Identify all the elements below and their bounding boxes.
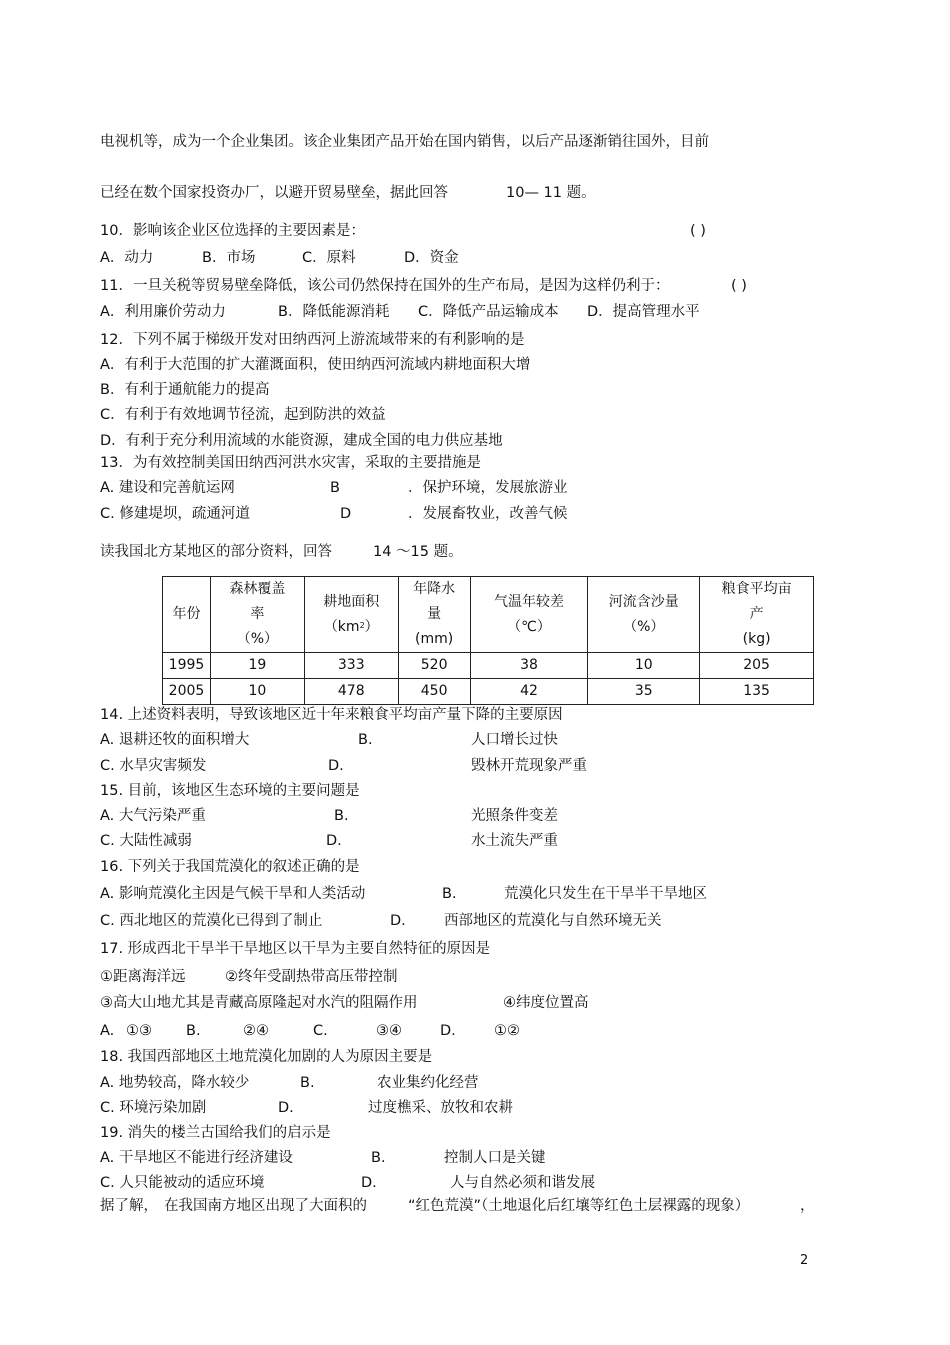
option-c: C. 环境污染加剧 — [100, 1100, 207, 1116]
intro-line-1: 电视机等，成为一个企业集团。该企业集团产品开始在国内销售，以后产品逐渐销往国外，目前 — [100, 134, 709, 150]
table-cell: 2005 — [163, 679, 211, 705]
option-b-letter: B. — [358, 732, 373, 748]
option-c: C. 西北地区的荒漠化已得到了制止 — [100, 913, 323, 929]
question-12-option-b: B．有利于通航能力的提高 — [100, 382, 270, 398]
option-a: A. 影响荒漠化主因是气候干旱和人类活动 — [100, 886, 366, 902]
table-cell: 205 — [700, 653, 814, 679]
option-c: C. 修建堤坝，疏通河道 — [100, 506, 250, 522]
closing-part-2: 在我国南方地区出现了大面积的 — [164, 1198, 367, 1214]
table-cell: 19 — [210, 653, 304, 679]
option-d-text: 水土流失严重 — [471, 833, 558, 849]
option-b-text: 光照条件变差 — [471, 808, 558, 824]
option-d-letter: D — [340, 506, 352, 522]
item-2: ②终年受副热带高压带控制 — [225, 969, 398, 985]
item-4: ④纬度位置高 — [503, 995, 589, 1011]
option-b-letter: B. — [442, 886, 457, 902]
question-11-stem: 11．一旦关税等贸易壁垒降低，该公司仍然保持在国外的生产布局，是因为这样仍利于： — [100, 278, 670, 294]
table-row — [163, 679, 814, 705]
option-d-text: 人与自然必须和谐发展 — [450, 1175, 595, 1191]
option-b-text: 控制人口是关键 — [444, 1150, 546, 1166]
option-a: A. 干旱地区不能进行经济建设 — [100, 1150, 293, 1166]
intro-line-2-range: 10— 11 题。 — [506, 185, 596, 201]
option-b: B．降低能源消耗 — [278, 304, 390, 320]
table-cell: 10 — [588, 653, 700, 679]
closing-part-3: “红色荒漠”（土地退化后红壤等红色土层裸露的现象） — [408, 1198, 750, 1214]
table-cell: 520 — [398, 653, 470, 679]
data-table — [162, 576, 814, 705]
table-cell: 135 — [700, 679, 814, 705]
option-c-letter: C. — [313, 1023, 328, 1039]
option-d-letter: D. — [440, 1023, 456, 1039]
option-d-letter: D. — [361, 1175, 377, 1191]
closing-part-4: ， — [800, 1198, 815, 1214]
option-d-text: 过度樵采、放牧和农耕 — [368, 1100, 513, 1116]
option-d-letter: D. — [390, 913, 406, 929]
option-b-text: 人口增长过快 — [471, 732, 558, 748]
table-header-row — [163, 577, 814, 653]
option-b-text: ②④ — [243, 1023, 269, 1039]
option-c-text: ③④ — [376, 1023, 402, 1039]
header-farmland-area: 耕地面积 $(km^2)$ — [304, 577, 398, 653]
option-a-text: ①③ — [126, 1023, 152, 1039]
option-a: A. 地势较高，降水较少 — [100, 1075, 250, 1091]
option-a: A. 退耕还牧的面积增大 — [100, 732, 250, 748]
header-annual-precipitation: 年降水 量 (mm) — [398, 577, 470, 653]
option-d: D．资金 — [404, 250, 459, 266]
question-12-option-d: D．有利于充分利用流域的水能资源，建成全国的电力供应基地 — [100, 433, 503, 449]
option-d-text: ．发展畜牧业，改善气候 — [408, 506, 568, 522]
question-15-stem: 15. 目前，该地区生态环境的主要问题是 — [100, 783, 360, 799]
reading-instruction-range: 14 ～15 题。 — [373, 544, 463, 560]
item-1: ①距离海洋远 — [100, 969, 186, 985]
table-cell: 333 — [304, 653, 398, 679]
closing-part-1: 据了解， — [100, 1198, 158, 1214]
option-d-letter: D. — [278, 1100, 294, 1116]
option-b-text: 荒漠化只发生在干旱半干旱地区 — [504, 886, 707, 902]
table-cell: 478 — [304, 679, 398, 705]
question-17-stem: 17. 形成西北干旱半干旱地区以干旱为主要自然特征的原因是 — [100, 941, 491, 957]
table-cell: 450 — [398, 679, 470, 705]
question-11-answer-bracket: ( ) — [731, 278, 747, 294]
option-b-text: ．保护环境，发展旅游业 — [408, 480, 568, 496]
option-a: A．利用廉价劳动力 — [100, 304, 226, 320]
option-b-letter: B — [330, 480, 340, 496]
question-12-option-c: C．有利于有效地调节径流，起到防洪的效益 — [100, 407, 386, 423]
table-cell: 1995 — [163, 653, 211, 679]
option-b-letter: B. — [371, 1150, 386, 1166]
option-d-text: 西部地区的荒漠化与自然环境无关 — [444, 913, 662, 929]
option-d-text: ①② — [494, 1023, 520, 1039]
option-c: C．降低产品运输成本 — [418, 304, 559, 320]
table-cell: 35 — [588, 679, 700, 705]
option-c: C．原料 — [302, 250, 356, 266]
option-d-text: 毁林开荒现象严重 — [471, 758, 587, 774]
option-a: A. 大气污染严重 — [100, 808, 206, 824]
question-18-stem: 18. 我国西部地区土地荒漠化加剧的人为原因主要是 — [100, 1049, 433, 1065]
question-14-stem: 14. 上述资料表明，导致该地区近十年来粮食平均亩产量下降的主要原因 — [100, 707, 563, 723]
option-d: D．提高管理水平 — [587, 304, 700, 320]
reading-instruction-text: 读我国北方某地区的部分资料，回答 — [100, 544, 332, 560]
option-c: C. 大陆性减弱 — [100, 833, 192, 849]
table-cell: 10 — [210, 679, 304, 705]
option-a: A．动力 — [100, 250, 154, 266]
question-13-stem: 13．为有效控制美国田纳西河洪水灾害，采取的主要措施是 — [100, 455, 481, 471]
option-b-letter: B. — [186, 1023, 201, 1039]
option-b: B．市场 — [202, 250, 256, 266]
question-10-answer-bracket: ( ) — [690, 223, 706, 239]
header-grain-yield: 粮食平均亩 产 (kg) — [700, 577, 814, 653]
header-forest-coverage: 森林覆盖 率 （%） — [210, 577, 304, 653]
option-c: C. 水旱灾害频发 — [100, 758, 207, 774]
table-row — [163, 653, 814, 679]
option-b-letter: B. — [300, 1075, 315, 1091]
question-12-option-a: A．有利于大范围的扩大灌溉面积，使田纳西河流域内耕地面积大增 — [100, 357, 531, 373]
option-a: A. 建设和完善航运网 — [100, 480, 235, 496]
option-d-letter: D. — [328, 758, 344, 774]
question-10-stem: 10．影响该企业区位选择的主要因素是： — [100, 223, 365, 239]
option-c: C. 人只能被动的适应环境 — [100, 1175, 265, 1191]
intro-line-2-text: 已经在数个国家投资办厂，以避开贸易壁垒，据此回答 — [100, 185, 448, 201]
option-b-letter: B. — [334, 808, 349, 824]
header-year: 年份 — [163, 577, 211, 653]
question-12-stem: 12．下列不属于梯级开发对田纳西河上游流域带来的有利影响的是 — [100, 332, 525, 348]
question-16-stem: 16. 下列关于我国荒漠化的叙述正确的是 — [100, 859, 360, 875]
question-19-stem: 19. 消失的楼兰古国给我们的启示是 — [100, 1125, 331, 1141]
table-cell: 42 — [470, 679, 588, 705]
header-annual-temp-range: 气温年较差 （℃） — [470, 577, 588, 653]
table-cell: 38 — [470, 653, 588, 679]
option-b-text: 农业集约化经营 — [377, 1075, 479, 1091]
header-river-sediment: 河流含沙量 （%） — [588, 577, 700, 653]
item-3: ③高大山地尤其是青藏高原隆起对水汽的阻隔作用 — [100, 995, 418, 1011]
page-number: 2 — [800, 1253, 809, 1268]
option-d-letter: D. — [326, 833, 342, 849]
option-a-letter: A. — [100, 1023, 115, 1039]
